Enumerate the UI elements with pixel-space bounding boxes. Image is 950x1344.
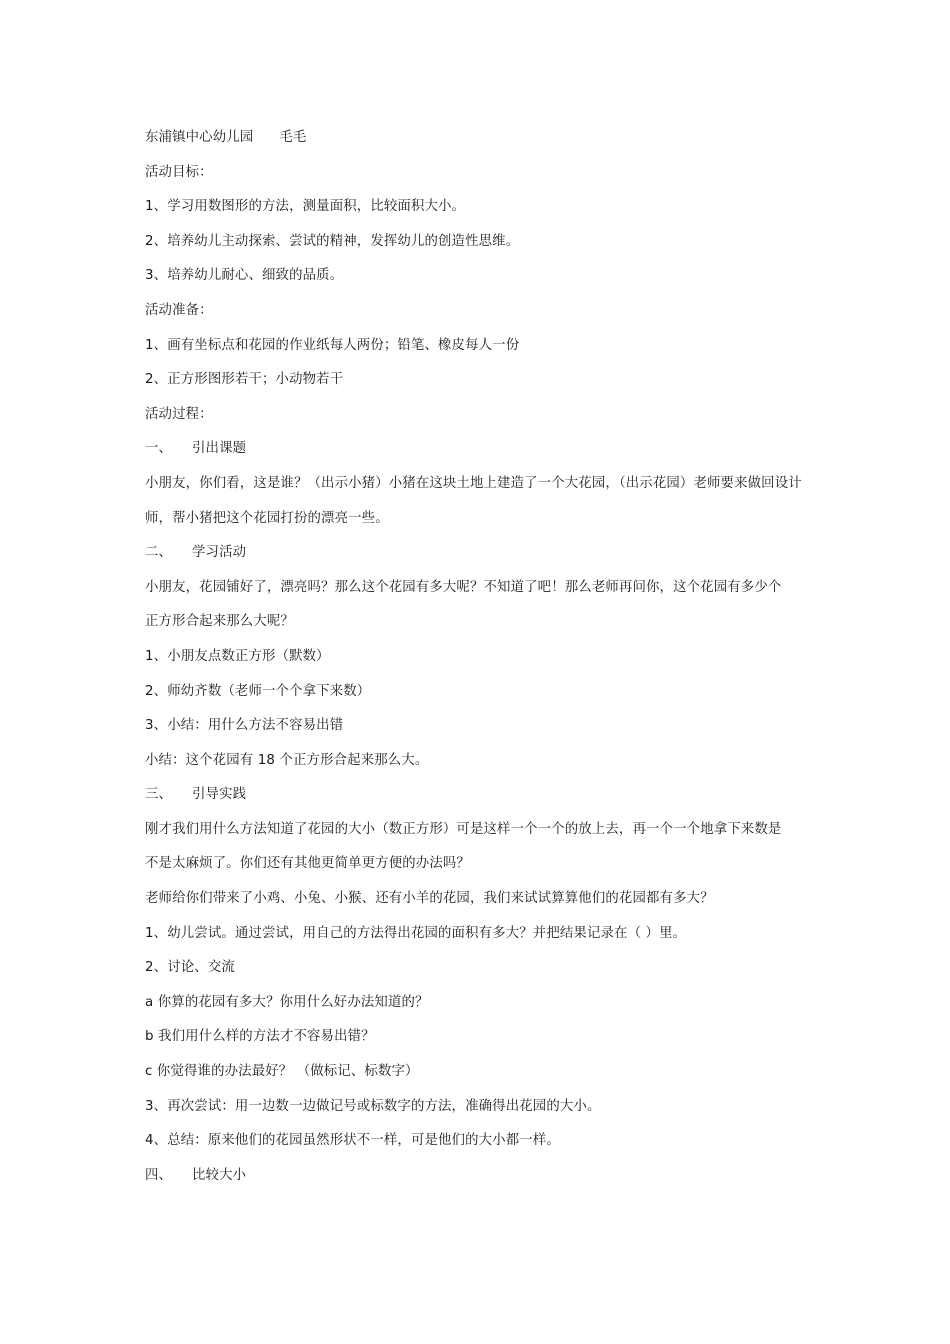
list-item: b 我们用什么样的方法才不容易出错？ [145,1029,375,1045]
goal-item: 3、培养幼儿耐心、细致的品质。 [145,268,344,284]
section-title: 学习活动 [192,545,247,561]
prep-title: 活动准备： [145,302,213,318]
section-number: 一、 [145,441,173,457]
section-heading [145,1159,815,1194]
list-item: c 你觉得谁的办法最好？ （做标记、标数字） [145,1064,419,1080]
section-number: 三、 [145,787,173,803]
author-name: 毛毛 [279,130,307,145]
paragraph-line: 小朋友，花园铺好了，漂亮吗？那么这个花园有多大呢？不知道了吧！那么老师再问你，这个花园有多少个 [145,579,782,595]
section-number: 二、 [145,545,173,561]
paragraph-line: 刚才我们用什么方法知道了花园的大小（数正方形）可是这样一个一个的放上去，再一个一个地拿下来数是 [145,821,782,837]
list-item: a 你算的花园有多大？你用什么好办法知道的？ [145,994,429,1010]
section-heading [145,432,815,467]
list-item: 3、小结：用什么方法不容易出错 [145,718,344,734]
paragraph-line: 师，帮小猪把这个花园打扮的漂亮一些。 [145,510,389,526]
section-title: 引出课题 [192,441,247,457]
summary-line: 小结：这个花园有 18 个正方形合起来那么大。 [145,752,429,768]
school-name: 东浦镇中心幼儿园 [145,130,254,145]
paragraph-line: 不是太麻烦了。你们还有其他更简单更方便的办法吗？ [145,856,470,872]
paragraph-line: 小朋友，你们看，这是谁？（出示小猪）小猪在这块土地上建造了一个大花园，（出示花园）老师要来做回设计 [145,475,802,491]
author-line [145,121,815,156]
section-number: 四、 [145,1167,173,1183]
document-body [145,121,815,1193]
list-item: 3、再次尝试：用一边数一边做记号或标数字的方法，准确得出花园的大小。 [145,1098,601,1114]
process-title: 活动过程： [145,406,213,422]
list-item: 4、总结：原来他们的花园虽然形状不一样，可是他们的大小都一样。 [145,1133,560,1149]
prep-item: 1、画有坐标点和花园的作业纸每人两份；铅笔、橡皮每人一份 [145,337,520,353]
section-title: 引导实践 [192,787,247,803]
section-heading [145,778,815,813]
list-item: 1、幼儿尝试。通过尝试，用自己的方法得出花园的面积有多大？并把结果记录在（ ）里。 [145,925,687,941]
prep-item: 2、正方形图形若干；小动物若干 [145,372,344,388]
goals-title: 活动目标： [145,164,213,180]
goal-item: 2、培养幼儿主动探索、尝试的精神，发挥幼儿的创造性思维。 [145,233,520,249]
section-title: 比较大小 [192,1167,247,1183]
list-item: 2、讨论、交流 [145,960,235,976]
section-heading [145,536,815,571]
goal-item: 1、学习用数图形的方法，测量面积，比较面积大小。 [145,199,466,215]
list-item: 1、小朋友点数正方形（默数） [145,648,330,664]
list-item: 2、师幼齐数（老师一个个拿下来数） [145,683,371,699]
paragraph-line: 老师给你们带来了小鸡、小兔、小猴、还有小羊的花园，我们来试试算算他们的花园都有多大？ [145,891,714,907]
paragraph-line: 正方形合起来那么大呢？ [145,614,294,630]
